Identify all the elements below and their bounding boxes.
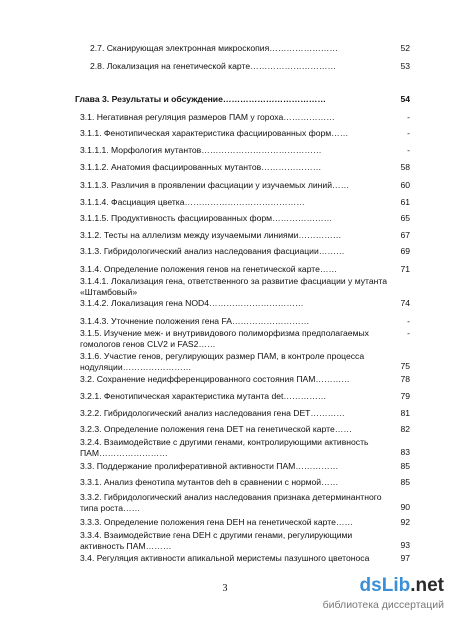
toc-entry-title: 3.4. Регуляция активности апикальной меристемы пазушного цветоноса — [80, 553, 370, 563]
toc-entry — [80, 477, 410, 488]
toc-entry — [80, 461, 410, 472]
toc-entry-title: 3.3. Поддержание пролиферативной активности ПАМ…………… — [80, 461, 339, 471]
toc-entry-page: 90 — [400, 502, 410, 512]
watermark-logo-part: dsLib — [359, 575, 411, 596]
watermark-logo-suffix: .net — [410, 575, 444, 596]
watermark-subtitle: библиотека диссертаций — [322, 599, 444, 611]
toc-entry-title: 3.1.4.1. Локализация гена, ответственного за развитие фасциации у мутанта «Штамбовый» — [80, 276, 388, 297]
toc-entry-page: 60 — [400, 180, 410, 190]
toc-entry-title: 3.1.5. Изучение меж- и внутривидового полиморфизма предполагаемых гомологов генов CLV2 и FAS2…… — [80, 328, 369, 349]
toc-entry — [80, 197, 410, 208]
toc-entry-title: 3.2. Сохранение недифференцированного состояния ПАМ………… — [80, 374, 350, 384]
toc-entry — [80, 112, 410, 123]
toc-entry — [80, 408, 410, 419]
toc-entry-title: 3.2.2. Гибридологический анализ наследования гена DET………… — [80, 408, 345, 418]
toc-entry — [80, 145, 410, 156]
toc-entry — [90, 61, 410, 72]
toc-entry — [80, 424, 410, 435]
toc-entry-title: 3.3.4. Взаимодействие гена DEH с другими генами, регулирующими активность ПАМ……… — [80, 530, 353, 551]
toc-entry-title: 3.1.3. Гибридологический анализ наследования фасциации……… — [80, 246, 345, 256]
toc-entry — [80, 374, 410, 385]
toc-entry-title: 2.7. Сканирующая электронная микроскопия…………………… — [90, 43, 338, 53]
toc-entry-page: 67 — [400, 230, 410, 240]
toc-entry-page: 54 — [400, 94, 410, 104]
toc-entry-title: 3.3.1. Анализ фенотипа мутантов deh в сравнении с нормой…… — [80, 477, 339, 487]
toc-entry-page: 69 — [400, 246, 410, 256]
toc-entry-page: 97 — [400, 553, 410, 563]
toc-entry — [80, 530, 410, 551]
toc-entry-title: 3.2.1. Фенотипическая характеристика мутанта det…………… — [80, 391, 327, 401]
toc-entry-title: 3.3.3. Определение положения гена DEH на генетической карте…… — [80, 517, 354, 527]
watermark-logo — [360, 575, 444, 597]
toc-entry-title: 3.1.4. Определение положения генов на генетической карте…… — [80, 264, 338, 274]
toc-entry-page: 79 — [400, 391, 410, 401]
toc-entry — [80, 230, 410, 241]
toc-entry-page: 93 — [400, 540, 410, 550]
toc-entry — [80, 246, 410, 257]
toc-entry-page: 74 — [400, 298, 410, 308]
toc-entry — [80, 298, 410, 309]
toc-entry-page: 85 — [400, 477, 410, 487]
toc-entry-page: - — [407, 316, 410, 326]
toc-entry-page: - — [407, 112, 410, 122]
toc-entry-page: 65 — [400, 213, 410, 223]
toc-entry-title: Глава 3. Результаты и обсуждение……………………………… — [75, 94, 326, 104]
toc-entry-page: 85 — [400, 461, 410, 471]
toc-entry-title: 3.1.4.3. Уточнение положения гена FA……………………… — [80, 316, 310, 326]
toc-entry-title: 3.1.1.2. Анатомия фасциированных мутантов………………… — [80, 162, 322, 172]
toc-entry — [80, 437, 410, 458]
toc-entry-page: 75 — [400, 361, 410, 371]
toc-entry-page: 71 — [400, 264, 410, 274]
toc-entry-title: 2.8. Локализация на генетической карте………………………… — [90, 61, 337, 71]
toc-entry — [90, 43, 410, 54]
toc-entry-title: 3.3.2. Гибридологический анализ наследования признака детерминантного типа роста…… — [80, 492, 382, 513]
toc-entry — [80, 128, 410, 139]
toc-entry-title: 3.1.1.4. Фасциация цветка…………………………………… — [80, 197, 305, 207]
toc-entry — [80, 276, 410, 297]
toc-entry — [80, 213, 410, 224]
toc-entry-page: 58 — [400, 162, 410, 172]
toc-entry — [80, 162, 410, 173]
toc-entry — [80, 316, 410, 327]
toc-entry — [80, 492, 410, 513]
toc-entry-page: - — [407, 128, 410, 138]
toc-entry — [80, 517, 410, 528]
toc-entry-page: 82 — [400, 424, 410, 434]
toc-entry-page: 78 — [400, 374, 410, 384]
toc-entry-page: 52 — [400, 43, 410, 53]
toc-entry-page: - — [407, 145, 410, 155]
toc-entry-title: 3.1.1.1. Морфология мутантов…………………………………… — [80, 145, 322, 155]
toc-entry-title: 3.2.3. Определение положения гена DET на генетической карте…… — [80, 424, 352, 434]
toc-entry-page: 83 — [400, 447, 410, 457]
page-number: 3 — [222, 583, 228, 594]
toc-entry-title: 3.1.2. Тесты на аллелизм между изучаемыми линиями…………… — [80, 230, 342, 240]
toc-entry — [80, 553, 410, 564]
toc-entry — [80, 351, 410, 372]
toc-entry-page: - — [407, 328, 410, 338]
toc-entry — [80, 180, 410, 191]
toc-chapter-heading — [75, 94, 410, 105]
toc-entry-title: 3.1.1.3. Различия в проявлении фасциации у изучаемых линий…… — [80, 180, 350, 190]
toc-entry-title: 3.1. Негативная регуляция размеров ПАМ у гороха……………… — [80, 112, 335, 122]
toc-entry-page: 61 — [400, 197, 410, 207]
toc-entry — [80, 391, 410, 402]
toc-entry-title: 3.1.4.2. Локализация гена NOD4…………………………… — [80, 298, 304, 308]
toc-entry-title: 3.1.6. Участие генов, регулирующих размер ПАМ, в контроле процесса нодуляции…………………… — [80, 351, 365, 372]
watermark — [300, 575, 448, 619]
toc-entry-page: 92 — [400, 517, 410, 527]
toc-entry-title: 3.1.1.5. Продуктивность фасциированных форм………………… — [80, 213, 333, 223]
toc-entry-page: 53 — [400, 61, 410, 71]
toc-entry-title: 3.2.4. Взаимодействие с другими генами, контролирующими активность ПАМ…………………… — [80, 437, 369, 458]
toc-entry-page: 81 — [400, 408, 410, 418]
toc-entry — [80, 328, 410, 349]
toc-entry-title: 3.1.1. Фенотипическая характеристика фасциированных форм…… — [80, 128, 349, 138]
toc-entry — [80, 264, 410, 275]
